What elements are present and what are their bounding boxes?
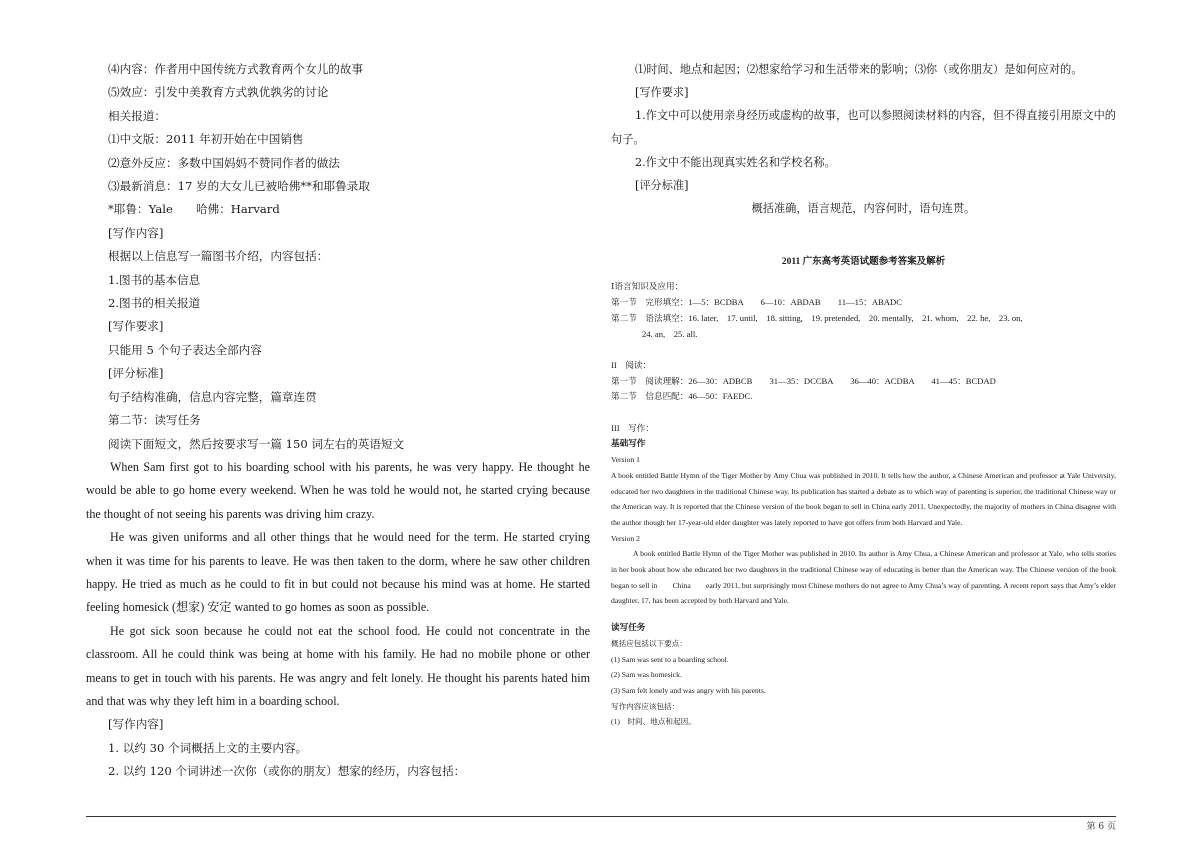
text-line: ⑵意外反应：多数中国妈妈不赞同作者的做法 [108, 155, 340, 170]
subsection-label: 基础写作 [611, 438, 646, 449]
requirement-paragraph: 1.作文中可以使用亲身经历或虚构的故事，也可以参照阅读材料的内容，但不得直接引用原文中的句子。 [611, 109, 1116, 146]
text-line: 2. 以约 120 个词讲述一次你（或你的朋友）想家的经历，内容包括： [108, 764, 466, 779]
task-line: 写作内容应该包括： [611, 701, 680, 711]
text-line: ⑶最新消息：17 岁的大女儿已被哈佛**和耶鲁录取 [108, 179, 370, 194]
right-column [611, 58, 1116, 730]
text-line: [写作内容] [108, 717, 164, 732]
passage-paragraph: He got sick soon because he could not eat the school food. He could not concentrate in the classroom. All he could think was being at home with his family. He had no mobile phone or other means to get in touch with his parents. He was angry and felt lonely. He thought his parents hated him and that was why they left him in a boarding school. [86, 623, 590, 708]
version-text: A book entitled Battle Hymn of the Tiger Mother by Amy Chua was published in 2010. It tells how the author, a Chinese American and professor at Yale University, educated her two daughters in the traditional Chinese way. Its publication has started a debate as to which way of parenting is superior, the traditional Chinese way or the American way. It is reported that the Chinese version of the book began to sell in China early 2011. Unexpectedly, the majority of mothers in China disagree with the author though her 17-year-old elder daughter was lately reported to have got offers from both Harvard and Yale. [611, 470, 1116, 527]
text-line: ⑴时间、地点和起因；⑵想家给学习和生活带来的影响；⑶你（或你朋友）是如何应对的。 [635, 63, 1083, 76]
left-top-lines [86, 58, 590, 456]
text-line: [写作要求] [108, 319, 164, 334]
text-line: [评分标准] [108, 366, 164, 381]
footer-divider [86, 816, 1116, 817]
version-label: Version 2 [611, 533, 640, 543]
section-label: III 写作： [611, 422, 654, 433]
answer-line: 第一节 阅读理解：26—30：ADBCB 31—35：DCCBA 36—40：ACDBA 41—45：BCDAD [611, 375, 996, 386]
version-text: A book entitled Battle Hymn of the Tiger Mother was published in 2010. Its author is Amy Chua, a Chinese American and professor at Yale, who tells stories in her book about how she educated her two daughters in the traditional Chinese way of educating is better than the American way. The Chinese version of the book began to sell in China early 2011, but surprisingly most Chinese mothers do not agree to Amy Chua’s way of parenting. A recent report says that Amy’s elder daughter, 17, has been accepted by both Harvard and Yale. [611, 549, 1116, 606]
task-line: (1) Sam was sent to a boarding school. [611, 654, 729, 664]
task-line: 概括应包括以下要点： [611, 638, 687, 648]
grading-label: [评分标准] [635, 179, 689, 193]
text-line: [写作内容] [108, 225, 164, 240]
left-bottom-lines [86, 713, 590, 783]
version-label: Version 1 [611, 455, 640, 465]
text-line: 1. 以约 30 个词概括上文的主要内容。 [108, 740, 308, 755]
answer-line: 第二节 信息匹配：46—50：FAEDC. [611, 391, 753, 402]
text-line: ⑴中文版：2011 年初开始在中国销售 [108, 132, 304, 147]
answer-line: 第二节 语法填空：16. later, 17. until, 18. sitting, 19. pretended, 20. mentally, 21. whom, 22. he, 23. on, [611, 312, 1023, 323]
text-line: 相关报道： [108, 108, 166, 123]
text-line: 句子结构准确，信息内容完整，篇章连贯 [108, 389, 317, 404]
text-line: ⑷内容：作者用中国传统方式教育两个女儿的故事 [108, 62, 364, 76]
passage-paragraph: He was given uniforms and all other things that he would need for the term. He started crying when it was time for his parents to leave. He was then taken to the dorm, where he saw other children happy. He tried as much as he could to fit in but could not because his mind was at home. He started feeling homesick (想家) 安定 wanted to go homes as soon as possible. [86, 530, 590, 615]
grading-text: 概括准确，语言规范，内容何时，语句连贯。 [751, 202, 976, 216]
section-label: II 阅读： [611, 359, 652, 370]
answer-line: 第一节 完形填空：1—5：BCDBA 6—10：ABDAB 11—15：ABADC [611, 297, 902, 308]
task-line: (3) Sam felt lonely and was angry with his parents. [611, 685, 766, 695]
task-line: (1) 时间、地点和起因。 [611, 717, 696, 727]
text-line: ⑸效应：引发中美教育方式孰优孰劣的讨论 [108, 85, 329, 100]
section-label: Ⅰ语言知识及应用： [611, 281, 684, 292]
text-line: 第二节：读写任务 [108, 413, 201, 428]
page-number: 第 6 页 [1086, 822, 1116, 832]
text-line: 2.作文中不能出现真实姓名和学校名称。 [635, 155, 836, 169]
reading-passage [86, 456, 590, 713]
left-column [86, 58, 590, 784]
passage-paragraph: When Sam first got to his boarding school with his parents, he was very happy. He thought he would be able to go home every weekend. When he was told he would not, he started crying because the thought of not seeing his parents was driving him crazy. [86, 459, 590, 521]
text-line: 只能用 5 个句子表达全部内容 [108, 342, 262, 357]
text-line: 阅读下面短文，然后按要求写一篇 150 词左右的英语短文 [108, 436, 405, 451]
text-line: 2.图书的相关报道 [108, 296, 201, 311]
task-line: (2) Sam was homesick. [611, 670, 682, 680]
answer-title: 2011 广东高考英语试题参考答案及解析 [781, 257, 946, 268]
text-line: 1.图书的基本信息 [108, 272, 201, 287]
answer-line: 24. an, 25. all. [642, 328, 698, 339]
text-line: 根据以上信息写一篇图书介绍，内容包括： [108, 249, 329, 264]
subsection-label: 读写任务 [611, 622, 646, 633]
text-line: *耶鲁：Yale 哈佛：Harvard [108, 202, 280, 217]
text-line: [写作要求] [635, 86, 689, 100]
